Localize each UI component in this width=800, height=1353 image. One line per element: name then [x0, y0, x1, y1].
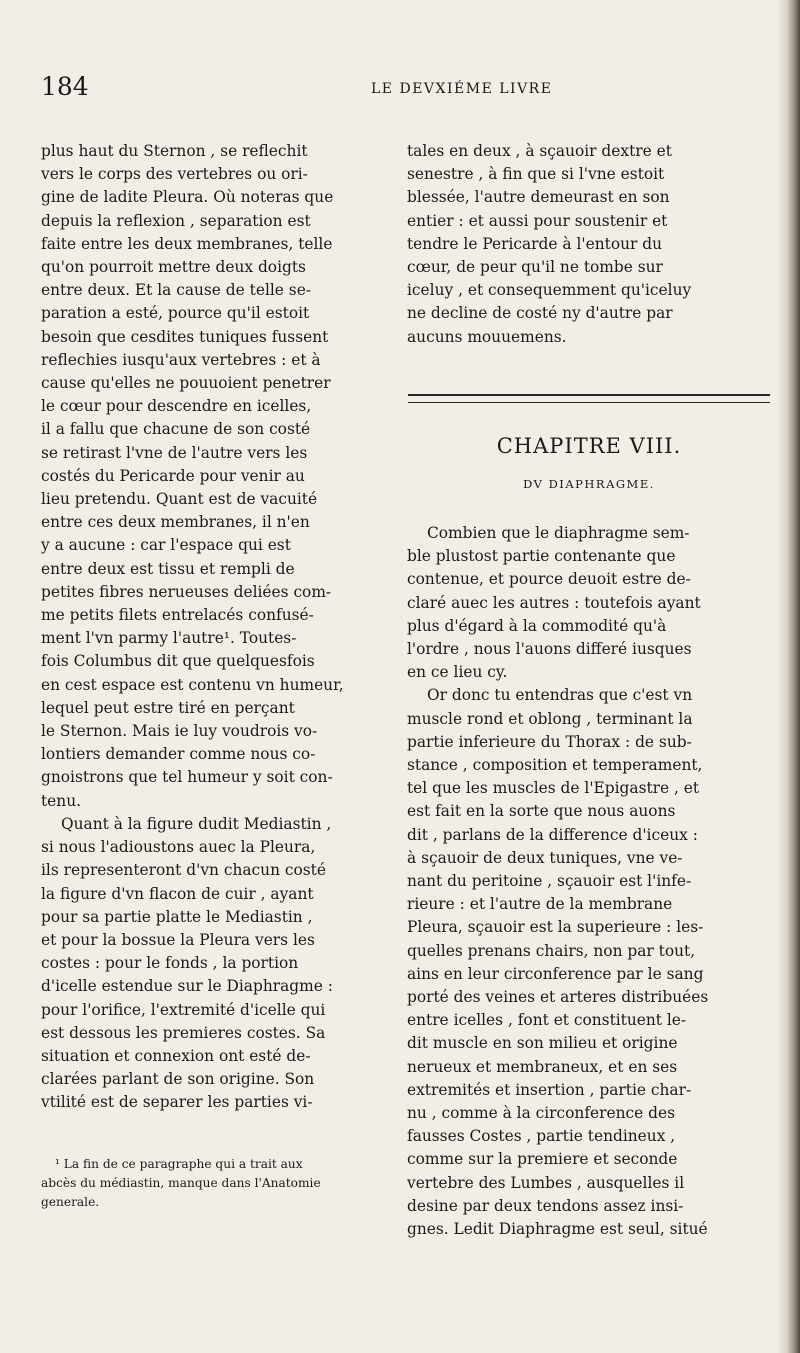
- footnote-line: abcès du médiastin, manque dans l'Anatomie: [41, 1176, 321, 1190]
- text-line: fausses Costes , partie tendineux ,: [407, 1127, 676, 1146]
- text-line: reflechies iusqu'aux vertebres : et à: [41, 350, 321, 369]
- text-line: depuis la reflexion , separation est: [41, 211, 311, 230]
- page-number: 184: [41, 72, 89, 101]
- paragraph: [407, 522, 762, 684]
- footnote-line: generale.: [41, 1195, 100, 1209]
- right-column-top: [407, 140, 762, 349]
- text-line: ble plustost partie contenante que: [407, 547, 676, 566]
- text-line: desine par deux tendons assez insi-: [407, 1196, 684, 1215]
- text-line: vtilité est de separer les parties vi-: [41, 1093, 313, 1112]
- text-line: Or donc tu entendras que c'est vn: [427, 686, 693, 705]
- left-column: [41, 140, 381, 1115]
- paragraph: [407, 140, 762, 349]
- text-line: comme sur la premiere et seconde: [407, 1150, 678, 1169]
- text-line: entre ces deux membranes, il n'en: [41, 513, 310, 532]
- text-line: quelles prenans chairs, non par tout,: [407, 941, 696, 960]
- text-line: ains en leur circonference par le sang: [407, 964, 704, 983]
- text-line: le Sternon. Mais ie luy voudrois vo-: [41, 722, 318, 741]
- text-line: cœur, de peur qu'il ne tombe sur: [407, 258, 663, 277]
- text-line: tenu.: [41, 791, 82, 810]
- text-line: lontiers demander comme nous co-: [41, 745, 316, 764]
- text-line: tel que les muscles de l'Epigastre , et: [407, 779, 700, 798]
- text-line: si nous l'adioustons auec la Pleura,: [41, 838, 316, 857]
- text-line: iceluy , et consequemment qu'iceluy: [407, 281, 692, 300]
- text-line: stance , composition et temperament,: [407, 756, 703, 775]
- text-line: entier : et aussi pour soustenir et: [407, 211, 668, 230]
- text-line: lieu pretendu. Quant est de vacuité: [41, 490, 318, 509]
- paragraph: [41, 140, 381, 813]
- text-line: nerueux et membraneux, et en ses: [407, 1057, 678, 1076]
- text-line: se retirast l'vne de l'autre vers les: [41, 443, 308, 462]
- text-line: blessée, l'autre demeurast en son: [407, 188, 670, 207]
- text-line: entre deux. Et la cause de telle se-: [41, 281, 312, 300]
- right-column-body: [407, 522, 762, 1241]
- text-line: entre icelles , font et constituent le-: [407, 1011, 687, 1030]
- text-line: entre deux est tissu et rempli de: [41, 559, 295, 578]
- chapter-subtitle: DV DIAPHRAGME.: [523, 477, 655, 491]
- text-line: il a fallu que chacune de son costé: [41, 420, 311, 439]
- running-title: LE DEVXIÉME LIVRE: [371, 81, 553, 97]
- text-line: contenue, et pource deuoit estre de-: [407, 570, 691, 589]
- text-line: d'icelle estendue sur le Diaphragme :: [41, 977, 333, 996]
- footnote: [41, 1155, 381, 1212]
- text-line: lequel peut estre tiré en perçant: [41, 698, 295, 717]
- text-line: à sçauoir de deux tuniques, vne ve-: [407, 848, 683, 867]
- text-line: vers le corps des vertebres ou ori-: [41, 165, 308, 184]
- text-line: costés du Pericarde pour venir au: [41, 466, 305, 485]
- text-line: en cest espace est contenu vn humeur,: [41, 675, 344, 694]
- text-line: rieure : et l'autre de la membrane: [407, 895, 673, 914]
- text-line: qu'on pourroit mettre deux doigts: [41, 258, 306, 277]
- text-line: est dessous les premieres costes. Sa: [41, 1023, 326, 1042]
- text-line: nant du peritoine , sçauoir est l'infe-: [407, 872, 692, 891]
- text-line: le cœur pour descendre en icelles,: [41, 397, 312, 416]
- text-line: tendre le Pericarde à l'entour du: [407, 234, 663, 253]
- text-line: ment l'vn parmy l'autre¹. Toutes-: [41, 629, 297, 648]
- text-line: cause qu'elles ne pouuoient penetrer: [41, 374, 331, 393]
- text-line: nu , comme à la circonference des: [407, 1104, 675, 1123]
- chapter-title: CHAPITRE VIII.: [496, 434, 682, 458]
- text-line: Pleura, sçauoir est la superieure : les-: [407, 918, 704, 937]
- text-line: porté des veines et arteres distribuées: [407, 988, 709, 1007]
- text-line: clarées parlant de son origine. Son: [41, 1070, 315, 1089]
- text-line: Quant à la figure dudit Mediastin ,: [61, 814, 332, 833]
- text-line: y a aucune : car l'espace qui est: [41, 536, 291, 555]
- text-line: dit muscle en son milieu et origine: [407, 1034, 678, 1053]
- text-line: aucuns mouuemens.: [407, 327, 567, 346]
- text-line: gnoistrons que tel humeur y soit con-: [41, 768, 333, 787]
- paragraph: [41, 813, 381, 1115]
- text-line: petites fibres nerueuses deliées com-: [41, 582, 332, 601]
- text-line: l'ordre , nous l'auons differé iusques: [407, 640, 692, 659]
- text-line: ils representeront d'vn chacun costé: [41, 861, 326, 880]
- text-line: fois Columbus dit que quelquesfois: [41, 652, 315, 671]
- text-line: tales en deux , à sçauoir dextre et: [407, 142, 672, 160]
- text-line: est fait en la sorte que nous auons: [407, 802, 676, 821]
- text-line: plus d'égard à la commodité qu'à: [407, 616, 667, 635]
- text-line: plus haut du Sternon , se reflechit: [41, 142, 308, 160]
- text-line: besoin que cesdites tuniques fussent: [41, 327, 329, 346]
- text-line: vertebre des Lumbes , ausquelles il: [407, 1173, 685, 1192]
- page-edge-shadow: [778, 0, 800, 1353]
- text-line: extremités et insertion , partie char-: [407, 1080, 692, 1099]
- text-line: me petits filets entrelacés confusé-: [41, 606, 314, 625]
- paragraph: [407, 684, 762, 1241]
- text-line: gine de ladite Pleura. Où noteras que: [41, 188, 334, 207]
- footnote-line: ¹ La fin de ce paragraphe qui a trait aux: [55, 1157, 303, 1171]
- text-line: et pour la bossue la Pleura vers les: [41, 930, 315, 949]
- text-line: muscle rond et oblong , terminant la: [407, 709, 693, 728]
- chapter-separator-rule: [408, 394, 770, 403]
- text-line: pour l'orifice, l'extremité d'icelle qui: [41, 1000, 326, 1019]
- text-line: gnes. Ledit Diaphragme est seul, situé: [407, 1220, 708, 1239]
- text-line: dit , parlans de la difference d'iceux :: [407, 825, 698, 844]
- text-line: partie inferieure du Thorax : de sub-: [407, 732, 692, 751]
- text-line: Combien que le diaphragme sem-: [427, 524, 690, 542]
- text-line: pour sa partie platte le Mediastin ,: [41, 907, 313, 926]
- text-line: en ce lieu cy.: [407, 663, 508, 682]
- page-header: [41, 72, 766, 116]
- text-line: costes : pour le fonds , la portion: [41, 954, 299, 973]
- text-line: senestre , à fin que si l'vne estoit: [407, 165, 665, 184]
- text-line: claré auec les autres : toutefois ayant: [407, 593, 701, 612]
- text-line: paration a esté, pource qu'il estoit: [41, 304, 310, 323]
- text-line: la figure d'vn flacon de cuir , ayant: [41, 884, 314, 903]
- text-line: situation et connexion ont esté de-: [41, 1046, 311, 1065]
- text-line: faite entre les deux membranes, telle: [41, 234, 333, 253]
- text-line: ne decline de costé ny d'autre par: [407, 304, 673, 323]
